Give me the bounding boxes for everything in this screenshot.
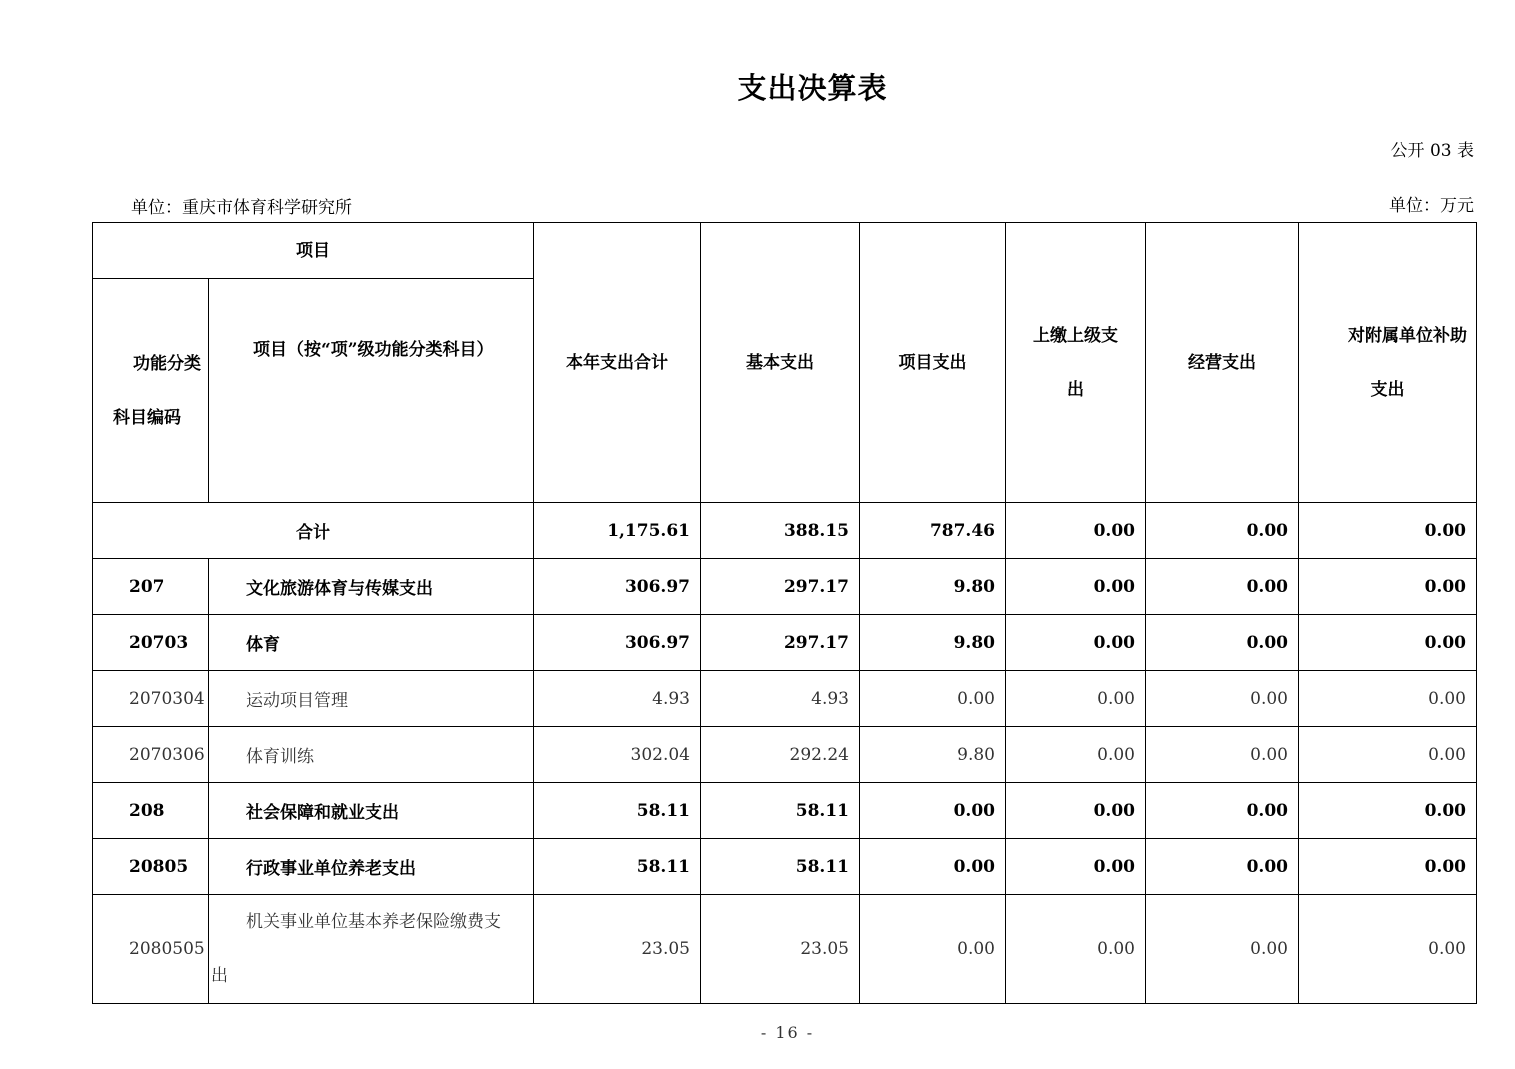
total-cell: 1,175.61 [534, 503, 701, 559]
header-subsidy [1299, 223, 1477, 503]
header-name: 项目（按“项”级功能分类科目） [209, 279, 534, 503]
row-value: 58.11 [534, 783, 701, 839]
row-value: 23.05 [701, 895, 860, 1004]
row-name: 运动项目管理 [209, 671, 534, 727]
row-name [209, 895, 534, 1004]
row-value: 0.00 [1299, 615, 1477, 671]
row-value: 0.00 [860, 839, 1006, 895]
total-cell: 787.46 [860, 503, 1006, 559]
row-code: 207 [93, 559, 209, 615]
row-value: 306.97 [534, 559, 701, 615]
row-value: 0.00 [1006, 559, 1146, 615]
row-value: 0.00 [1146, 671, 1299, 727]
row-value: 0.00 [1006, 895, 1146, 1004]
header-code-line2: 科目编码 [113, 407, 181, 428]
row-value: 0.00 [1299, 727, 1477, 783]
row-code: 20703 [93, 615, 209, 671]
row-value: 4.93 [701, 671, 860, 727]
row-name-line2: 出 [211, 966, 228, 986]
row-value: 0.00 [1006, 615, 1146, 671]
row-code: 2070304 [93, 671, 209, 727]
header-project-expenditure: 项目支出 [860, 223, 1006, 503]
document-title: 支出决算表 [737, 71, 888, 105]
row-value: 292.24 [701, 727, 860, 783]
row-value: 9.80 [860, 559, 1006, 615]
header-code-line1: 功能分类 [133, 353, 201, 374]
row-name: 行政事业单位养老支出 [209, 839, 534, 895]
header-total: 本年支出合计 [534, 223, 701, 503]
header-code [93, 279, 209, 503]
total-cell: 0.00 [1299, 503, 1477, 559]
table-row [93, 671, 1477, 727]
row-value: 0.00 [1006, 671, 1146, 727]
row-value: 0.00 [1146, 559, 1299, 615]
row-value: 0.00 [1006, 727, 1146, 783]
row-value: 58.11 [701, 783, 860, 839]
header-upper-line1: 上缴上级支 [1033, 325, 1118, 346]
row-code: 208 [93, 783, 209, 839]
row-name: 体育训练 [209, 727, 534, 783]
header-upper-line2: 出 [1067, 379, 1084, 400]
row-value: 0.00 [1146, 895, 1299, 1004]
row-value: 0.00 [1299, 559, 1477, 615]
row-value: 0.00 [1299, 671, 1477, 727]
row-value: 0.00 [860, 895, 1006, 1004]
row-value: 4.93 [534, 671, 701, 727]
row-value: 9.80 [860, 615, 1006, 671]
row-name: 文化旅游体育与传媒支出 [209, 559, 534, 615]
row-value: 0.00 [860, 671, 1006, 727]
table-row [93, 727, 1477, 783]
header-project: 项目 [93, 223, 534, 279]
table-row [93, 559, 1477, 615]
row-code: 2070306 [93, 727, 209, 783]
row-name-line1: 机关事业单位基本养老保险缴费支 [246, 912, 501, 932]
row-value: 0.00 [1146, 839, 1299, 895]
row-value: 58.11 [534, 839, 701, 895]
row-value: 297.17 [701, 615, 860, 671]
table-row [93, 895, 1477, 1004]
row-value: 306.97 [534, 615, 701, 671]
row-code: 2080505 [93, 895, 209, 1004]
row-value: 0.00 [1006, 839, 1146, 895]
row-name: 社会保障和就业支出 [209, 783, 534, 839]
row-code: 20805 [93, 839, 209, 895]
row-value: 9.80 [860, 727, 1006, 783]
table-row [93, 839, 1477, 895]
total-label: 合计 [93, 503, 534, 559]
row-value: 0.00 [1299, 839, 1477, 895]
row-value: 0.00 [860, 783, 1006, 839]
expenditure-table [92, 222, 1477, 1004]
row-value: 297.17 [701, 559, 860, 615]
row-value: 0.00 [1299, 895, 1477, 1004]
total-cell: 388.15 [701, 503, 860, 559]
header-subsidy-line2: 支出 [1370, 379, 1405, 400]
total-cell: 0.00 [1146, 503, 1299, 559]
unit-currency: 单位：万元 [1389, 196, 1474, 216]
unit-organization: 单位：重庆市体育科学研究所 [131, 198, 352, 218]
table-number: 公开 03 表 [1390, 141, 1474, 161]
table-row-total [93, 503, 1477, 559]
row-value: 23.05 [534, 895, 701, 1004]
row-value: 0.00 [1006, 783, 1146, 839]
header-business: 经营支出 [1146, 223, 1299, 503]
table-row [93, 615, 1477, 671]
table-row [93, 783, 1477, 839]
header-subsidy-line1: 对附属单位补助 [1348, 325, 1467, 346]
row-value: 302.04 [534, 727, 701, 783]
total-cell: 0.00 [1006, 503, 1146, 559]
row-name: 体育 [209, 615, 534, 671]
row-value: 0.00 [1146, 727, 1299, 783]
header-basic: 基本支出 [701, 223, 860, 503]
page-number: - 16 - [760, 1023, 815, 1042]
row-value: 58.11 [701, 839, 860, 895]
row-value: 0.00 [1146, 615, 1299, 671]
header-upper-payment [1006, 223, 1146, 503]
row-value: 0.00 [1299, 783, 1477, 839]
row-value: 0.00 [1146, 783, 1299, 839]
